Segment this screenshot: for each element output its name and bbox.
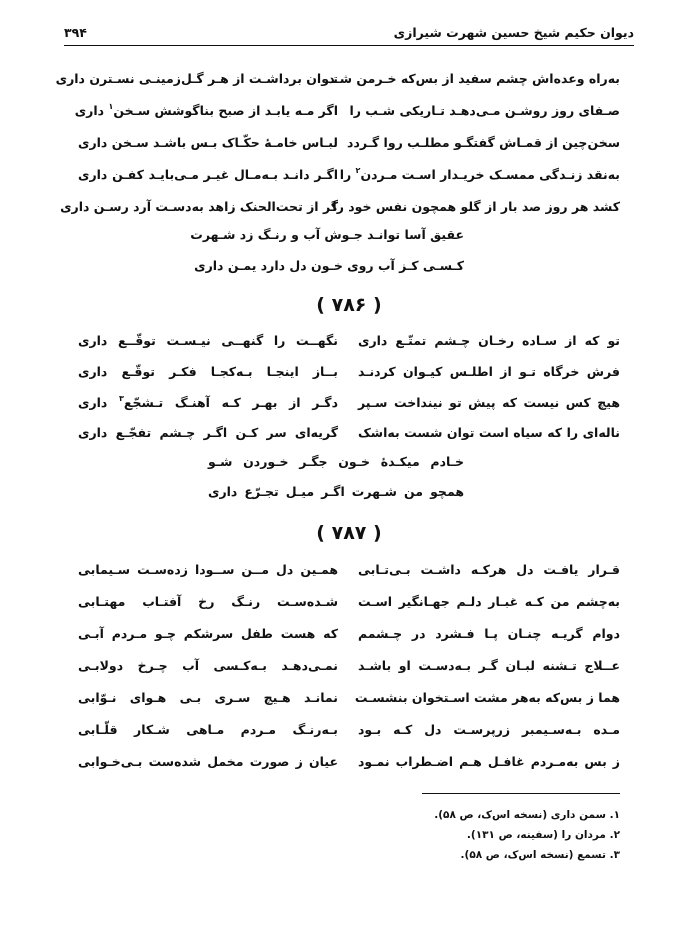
couplet — [78, 717, 620, 741]
poem-number: ( ۷۸۷ ) — [316, 522, 382, 544]
first-hemistich: به‌چشم من کـه غبـار دلـم جهـانگیر اسـت — [358, 593, 620, 609]
couplet — [78, 359, 620, 383]
closing-hemistich: همچو من شـهرت اگـر میـل تجـرّع داری — [208, 483, 464, 499]
second-hemistich: بــاز اینجـا بـه‌کجـا فکـر توقّـع داری — [78, 363, 338, 379]
first-hemistich — [339, 165, 620, 182]
hemistich-text: اگر مـه یابـد از صبح بناگوشش سـخن — [113, 102, 338, 118]
second-hemistich: نمـی‌دهـد بـه‌کـسی آب چـرخ دولابـی — [78, 657, 338, 673]
second-hemistich: عیان ز صورت مخمل شده‌ست بـی‌خـوابی — [78, 753, 338, 769]
first-hemistich: کشد هر روز صد بار از گلو همچون نفس خود را — [332, 198, 620, 214]
couplet — [78, 621, 620, 645]
couplet — [78, 749, 620, 773]
couplet — [78, 328, 620, 352]
footnote: ۳. تسمع (نسخه اس‌ک، ص ۵۸). — [460, 849, 620, 861]
footnote-rule — [422, 793, 620, 794]
first-hemistich: ز بس به‌مـردم غافـل هـم اضـطراب نمـود — [358, 753, 620, 769]
couplet — [78, 390, 620, 414]
second-hemistich — [74, 101, 338, 118]
second-hemistich: گر از تحت‌الحنک زاهد به‌دسـت آرد رسـن داری — [60, 198, 338, 214]
footnote-marker: ۳ — [119, 393, 124, 403]
page-number: ۳۹۴ — [64, 24, 87, 40]
couplet — [78, 130, 620, 154]
couplet — [55, 66, 620, 90]
second-hemistich: بـه‌رنـگ مـردم مـاهی شـکار قلّـابی — [78, 721, 338, 737]
second-hemistich: گریه‌ای سر کـن اگـر چـشم تفجّـع داری — [78, 424, 338, 440]
first-hemistich: هیچ کس نیست که پیش تو نینداخت سـپر — [358, 394, 620, 410]
first-hemistich: مـده بـه‌سـیمبر زرپرسـت دل کـه بـود — [358, 721, 620, 737]
hemistich-tail: داری — [74, 102, 109, 118]
second-hemistich: تـوان برداشـت از هـر گـل‌زمینـی نسـترن داری — [55, 70, 338, 86]
first-hemistich: تو که از سـاده رخـان چـشم تمتّـع داری — [358, 332, 620, 348]
couplet — [78, 653, 620, 677]
couplet — [78, 685, 620, 709]
poem-number: ( ۷۸۶ ) — [316, 294, 382, 316]
first-hemistich: قـرار یافـت دل هرکـه داشـت بـی‌تـابی — [358, 561, 620, 577]
first-hemistich: عــلاج تـشنه لبـان گـر بـه‌دسـت او باشـد — [358, 657, 620, 673]
footnote: ۲. مردان را (سفینه، ص ۱۳۱). — [466, 829, 620, 841]
couplet — [60, 194, 620, 218]
second-hemistich: نمانـد هـیچ سـری بـی هـوای نـوّابی — [78, 689, 338, 705]
second-hemistich: نگهــت را گنهــی نیـسـت توقّــع داری — [78, 332, 338, 348]
first-hemistich: به‌راه وعده‌اش چشم سفید از بس‌که خـرمن شـد — [328, 70, 620, 86]
book-title: دیوان حکیم شیخ حسین شهرت شیرازی — [393, 24, 634, 40]
second-hemistich: لبـاس خامـهٔ حکّـاک بـس باشـد سـخن داری — [78, 134, 338, 150]
closing-hemistich: عقیق آسا توانـد جـوش آب و رنـگ زد شـهرت — [190, 226, 464, 242]
hemistich-text: دگـر از بهـر کـه آهنـگ تـشجّع — [123, 394, 338, 410]
closing-hemistich: کـسـی کـز آب روی خـون دل دارد یمـن داری — [194, 257, 464, 273]
couplet — [78, 589, 620, 613]
hemistich-tail: را — [339, 166, 356, 182]
running-header — [64, 21, 634, 43]
second-hemistich: شـده‌سـت رنـگ رخ آفتـاب مهتـابی — [78, 593, 338, 609]
couplet — [78, 162, 620, 186]
footnote-marker: ۲ — [355, 165, 361, 175]
first-hemistich: سخن‌چین از قمـاش گفتگـو مطلـب روا گـردد — [347, 134, 620, 150]
first-hemistich: ناله‌ای را که سیاه است توان شست به‌اشک — [358, 424, 620, 440]
first-hemistich: صـفای روز روشـن مـی‌دهـد تـاریکی شـب را — [349, 102, 620, 118]
first-hemistich: فرش خرگاه تـو از اطلـس کیـوان کردنـد — [358, 363, 620, 379]
couplet — [78, 557, 620, 581]
second-hemistich: که هست طفل سرشکم چـو مـردم آبـی — [78, 625, 338, 641]
hemistich-tail: داری — [78, 394, 120, 410]
footnote: ۱. سمن داری (نسخه اس‌ک، ص ۵۸). — [434, 809, 620, 821]
second-hemistich: اگـر دانـد بـه‌مـال غیـر مـی‌بایـد کفـن داری — [78, 166, 338, 182]
header-rule — [64, 45, 634, 46]
second-hemistich — [78, 395, 338, 410]
footnote-marker: ۱ — [108, 101, 114, 111]
first-hemistich: هما ز بس‌که به‌هر مشت اسـتخوان بنشسـت — [354, 689, 620, 705]
couplet — [78, 420, 620, 444]
closing-hemistich: خـادم میکـدهٔ خـون جگـر خـوردن شـو — [208, 453, 464, 469]
couplet — [74, 98, 620, 122]
first-hemistich: دوام گریـه چنـان پـا فـشرد در چـشمم — [358, 625, 620, 641]
second-hemistich: همـین دل مــن ســودا زده‌سـت سـیمابی — [78, 561, 338, 577]
hemistich-text: به‌نقد زنـدگی ممسـک خریـدار اسـت مـردن — [360, 166, 620, 182]
